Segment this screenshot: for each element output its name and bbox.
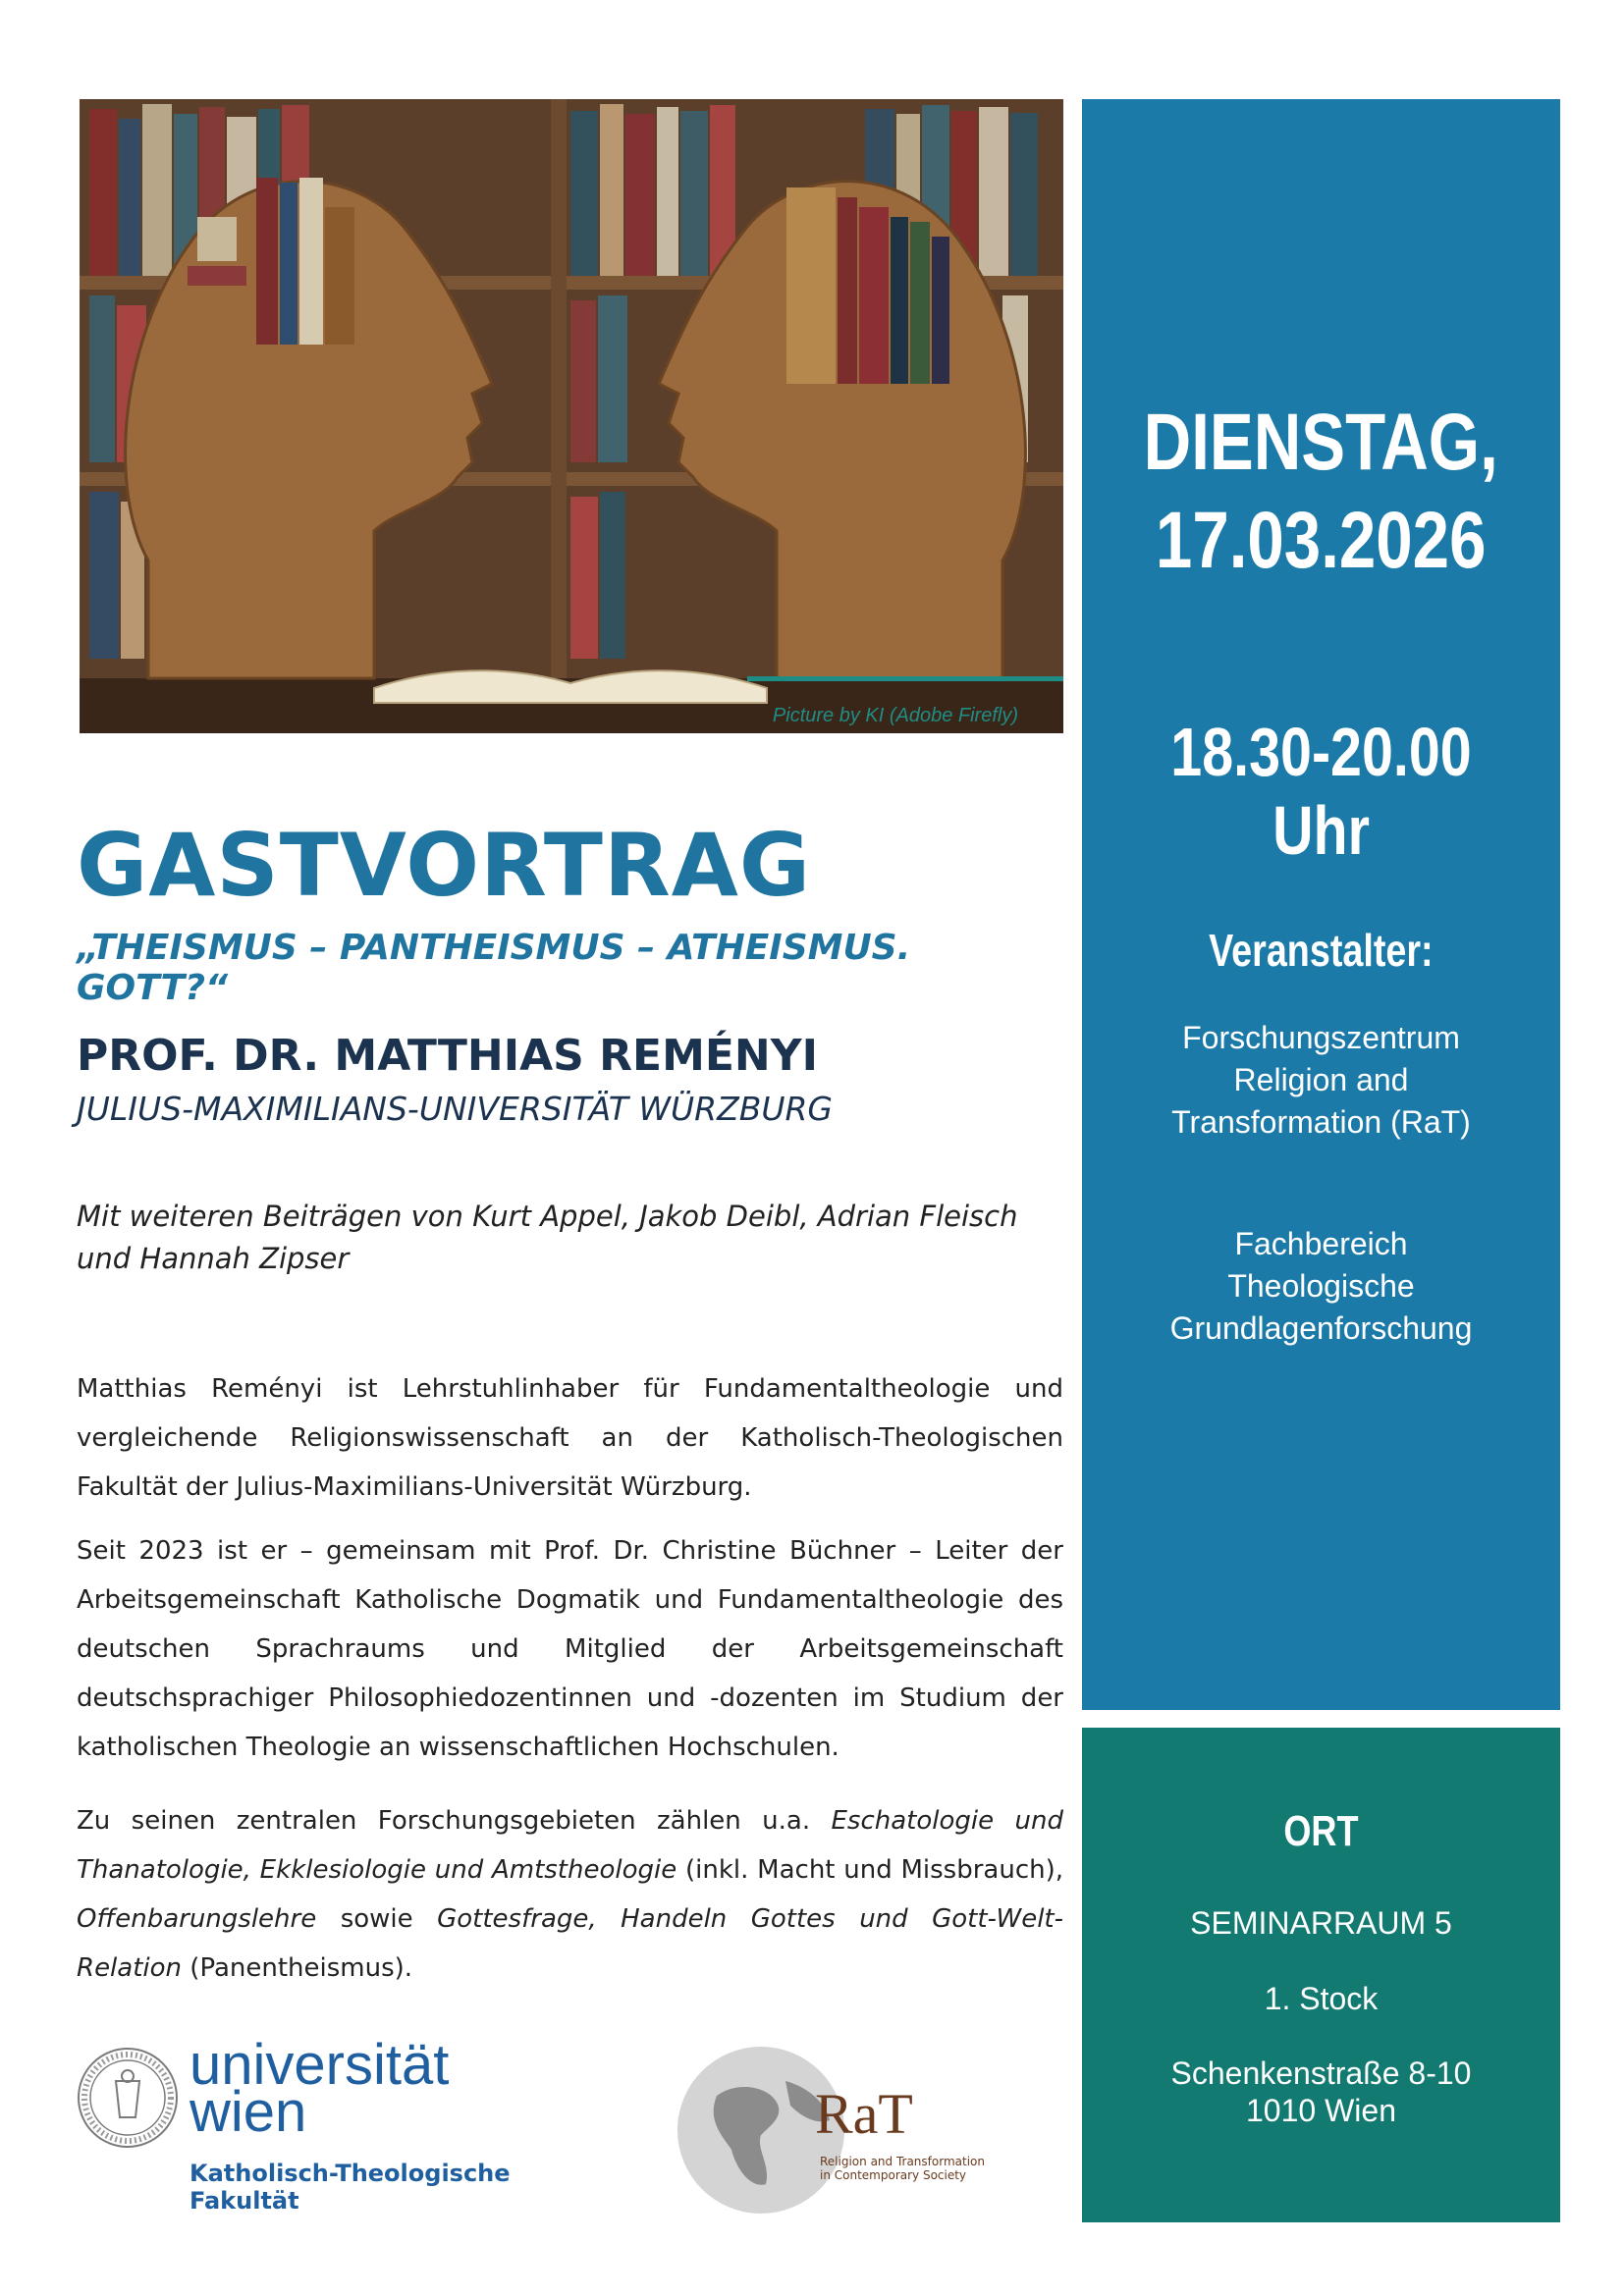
bio-text: Zu seinen zentralen Forschungsgebieten zählen u.a.	[77, 1806, 832, 1836]
location-panel	[1082, 1728, 1560, 2222]
hero-image	[80, 99, 1063, 733]
organizer-1-line: Religion and	[1233, 1062, 1409, 1097]
organizer-1-line: Forschungszentrum	[1182, 1020, 1460, 1055]
location-heading: ORT	[1283, 1807, 1359, 1855]
rat-tagline-line: Religion and Transformation	[820, 2155, 985, 2168]
bio-text: (inkl. Macht und Missbrauch),	[677, 1855, 1064, 1885]
wordmark-line: universität	[189, 2033, 450, 2097]
rat-logo	[677, 2042, 1001, 2228]
rat-tagline	[820, 2155, 985, 2182]
location-room: SEMINARRAUM 5	[1190, 1905, 1452, 1941]
bio-research-topic: Gottesfrage, Handeln Gottes und Gott-Welt-Relation	[77, 1904, 1063, 1983]
organizer-2-line: Fachbereich	[1234, 1226, 1408, 1261]
speaker-name: PROF. DR. MATTHIAS REMÉNYI	[77, 1031, 818, 1081]
hero-illustration	[80, 99, 1063, 733]
speaker-affiliation: JULIUS-MAXIMILIANS-UNIVERSITÄT WÜRZBURG	[77, 1090, 834, 1128]
event-day: DIENSTAG,	[1143, 398, 1499, 487]
location-street: Schenkenstraße 8-10	[1170, 2056, 1472, 2091]
university-wordmark	[189, 2033, 450, 2144]
organizer-2-line: Grundlagenforschung	[1169, 1310, 1473, 1346]
rat-wordmark: RaT	[815, 2082, 913, 2146]
organizer-heading-row	[1082, 924, 1560, 977]
bio-paragraph-3	[77, 1796, 1063, 1993]
bio-research-topic: Eschatologie und Thanatologie, Ekklesiologie und Amtstheologie	[77, 1806, 1063, 1885]
organizer-2-line: Theologische	[1227, 1268, 1415, 1304]
university-seal-icon	[77, 2047, 179, 2149]
organizer-heading: Veranstalter:	[1209, 925, 1434, 976]
event-time: 18.30-20.00 Uhr	[1170, 714, 1472, 869]
location-city: 1010 Wien	[1246, 2093, 1396, 2128]
bio-research-topic: Offenbarungslehre	[77, 1904, 317, 1934]
organizer-1	[1082, 1017, 1560, 1144]
bio-text: (Panentheismus).	[182, 1953, 413, 1983]
event-time-row	[1082, 713, 1560, 871]
event-info-panel	[1082, 99, 1560, 1710]
event-date	[1082, 394, 1560, 590]
bio-paragraph-1: Matthias Reményi ist Lehrstuhlinhaber für Fundamentaltheologie und vergleichende Religionswissenschaft an der Katholisch-Theologischen Fakultät der Julius-Maximilians-Universität Würzburg.	[77, 1374, 1063, 1502]
location-heading-row	[1082, 1806, 1560, 1856]
bio-text: sowie	[316, 1904, 438, 1934]
faculty-name: Katholisch-Theologische Fakultät	[189, 2160, 511, 2215]
wordmark-line: wien	[189, 2080, 307, 2144]
image-credit: Picture by KI (Adobe Firefly)	[772, 705, 1018, 726]
event-title: GASTVORTRAG	[77, 815, 812, 916]
organizer-2	[1082, 1223, 1560, 1350]
event-date-value: 17.03.2026	[1156, 496, 1487, 585]
location-floor: 1. Stock	[1264, 1981, 1379, 2016]
university-vienna-logo	[77, 2033, 587, 2215]
organizer-1-line: Transformation (RaT)	[1171, 1104, 1471, 1140]
contributors: Mit weiteren Beiträgen von Kurt Appel, Jakob Deibl, Adrian Fleisch und Hannah Zipser	[77, 1200, 1018, 1275]
rat-tagline-line: in Contemporary Society	[820, 2168, 967, 2182]
event-subtitle: „THEISMUS – PANTHEISMUS – ATHEISMUS. GOTT?“	[77, 928, 911, 1008]
bio-paragraph-2: Seit 2023 ist er – gemeinsam mit Prof. Dr. Christine Büchner – Leiter der Arbeitsgemeinschaft Katholische Dogmatik und Fundamentaltheologie des deutschen Sprachraums und Mitglied der Arbeitsgemeinschaft deutschsprachiger Philosophiedozentinnen und -dozenten im Studium der katholischen Theologie an wissenschaftlichen Hochschulen.	[77, 1536, 1063, 1762]
